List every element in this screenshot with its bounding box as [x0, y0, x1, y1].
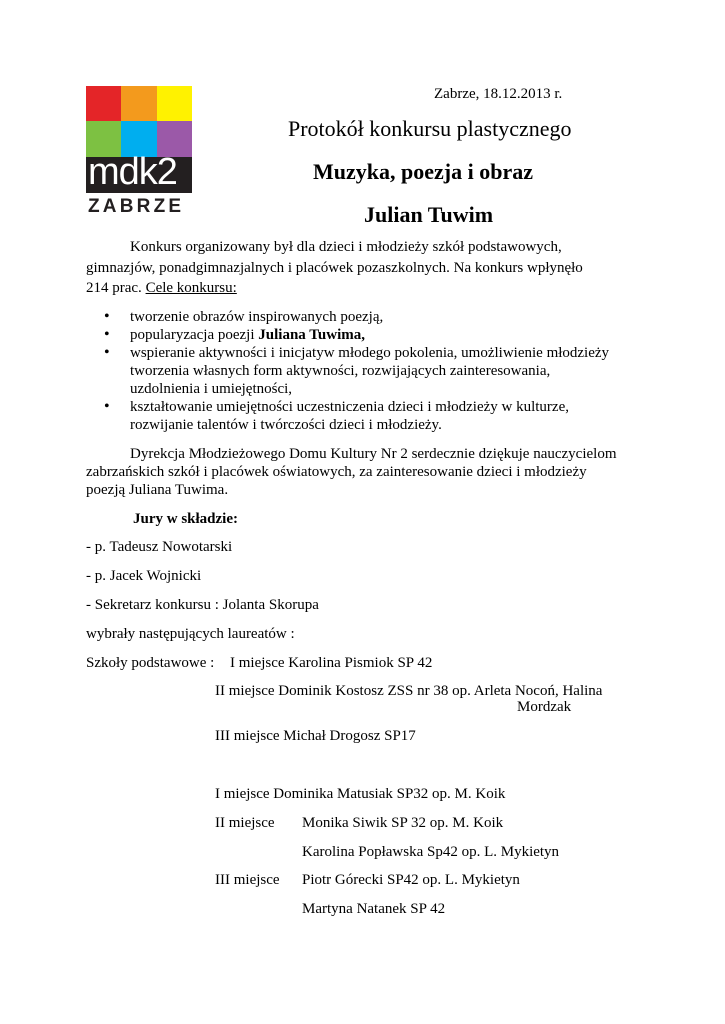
- goals-list: [104, 308, 609, 434]
- goal-text: popularyzacja poezji: [130, 327, 259, 343]
- logo-text: mdk2: [88, 151, 177, 193]
- logo-square-red: [86, 86, 121, 121]
- result-entry-continued: Mordzak: [517, 699, 572, 715]
- goal-text: kształtowanie umiejętności uczestniczenia dzieci i młodzieży w kulturze,: [130, 399, 569, 415]
- logo-square-orange: [121, 86, 156, 121]
- place-label: III miejsce: [215, 872, 280, 888]
- primary-schools-label: Szkoły podstawowe :: [86, 655, 215, 671]
- goal-text: wspieranie aktywności i inicjatyw młodego pokolenia, umożliwienie młodzieży: [130, 345, 610, 361]
- goal-text: tworzenie obrazów inspirowanych poezją,: [130, 309, 384, 325]
- intro-line-3: [86, 280, 237, 297]
- goal-bold-name: Juliana Tuwima,: [258, 327, 365, 343]
- document-subtitle-2: Julian Tuwim: [364, 202, 494, 227]
- intro-line-2: gimnazjów, ponadgimnazjalnych i placówek pozaszkolnych. Na konkurs wpłynęło: [86, 260, 583, 276]
- goal-text: rozwijanie talentów i twórczości dzieci i młodzieży.: [130, 417, 442, 433]
- goals-heading: Cele konkursu:: [145, 280, 237, 296]
- thanks-line-2: zabrzańskich szkół i placówek oświatowych, za zainteresowanie dzieci i młodzieży: [86, 464, 587, 480]
- logo-city: ZABRZE: [88, 196, 185, 217]
- document-date: Zabrze, 18.12.2013 r.: [434, 86, 563, 102]
- place-label: II miejsce: [215, 815, 275, 831]
- goal-text: uzdolnienia i umiejętności,: [130, 381, 293, 397]
- jury-heading: Jury w składzie:: [133, 511, 238, 527]
- result-entry: II miejsce Dominik Kostosz ZSS nr 38 op. Arleta Nocoń, Halina: [215, 683, 603, 699]
- jury-secretary: - Sekretarz konkursu : Jolanta Skorupa: [86, 597, 319, 613]
- result-entry: Martyna Natanek SP 42: [302, 901, 446, 917]
- intro-line-1: Konkurs organizowany był dla dzieci i młodzieży szkół podstawowych,: [130, 239, 562, 255]
- result-entry: Karolina Popławska Sp42 op. L. Mykietyn: [302, 844, 560, 860]
- document-subtitle-1: Muzyka, poezja i obraz: [313, 159, 533, 184]
- mdk2-logo: [86, 86, 192, 216]
- goal-item: [104, 326, 609, 344]
- goal-item: [104, 344, 609, 398]
- jury-member: - p. Tadeusz Nowotarski: [86, 539, 233, 555]
- result-entry: III miejsce Michał Drogosz SP17: [215, 728, 416, 744]
- document-title: Protokół konkursu plastycznego: [288, 116, 572, 141]
- result-entry: Piotr Górecki SP42 op. L. Mykietyn: [302, 872, 520, 888]
- result-entry: Monika Siwik SP 32 op. M. Koik: [302, 815, 504, 831]
- goal-item: [104, 308, 609, 326]
- jury-chose: wybrały następujących laureatów :: [86, 626, 295, 642]
- thanks-line-3: poezją Juliana Tuwima.: [86, 482, 229, 498]
- goal-text: tworzenia własnych form aktywności, rozwijających zainteresowania,: [130, 363, 551, 379]
- goal-item: [104, 398, 609, 434]
- logo-square-yellow: [157, 86, 192, 121]
- jury-member: - p. Jacek Wojnicki: [86, 568, 202, 584]
- result-entry: I miejsce Dominika Matusiak SP32 op. M. Koik: [215, 786, 506, 802]
- intro-count: 214 prac.: [86, 280, 146, 296]
- result-entry: I miejsce Karolina Pismiok SP 42: [230, 655, 433, 671]
- thanks-line-1: Dyrekcja Młodzieżowego Domu Kultury Nr 2 serdecznie dziękuje nauczycielom: [130, 446, 617, 462]
